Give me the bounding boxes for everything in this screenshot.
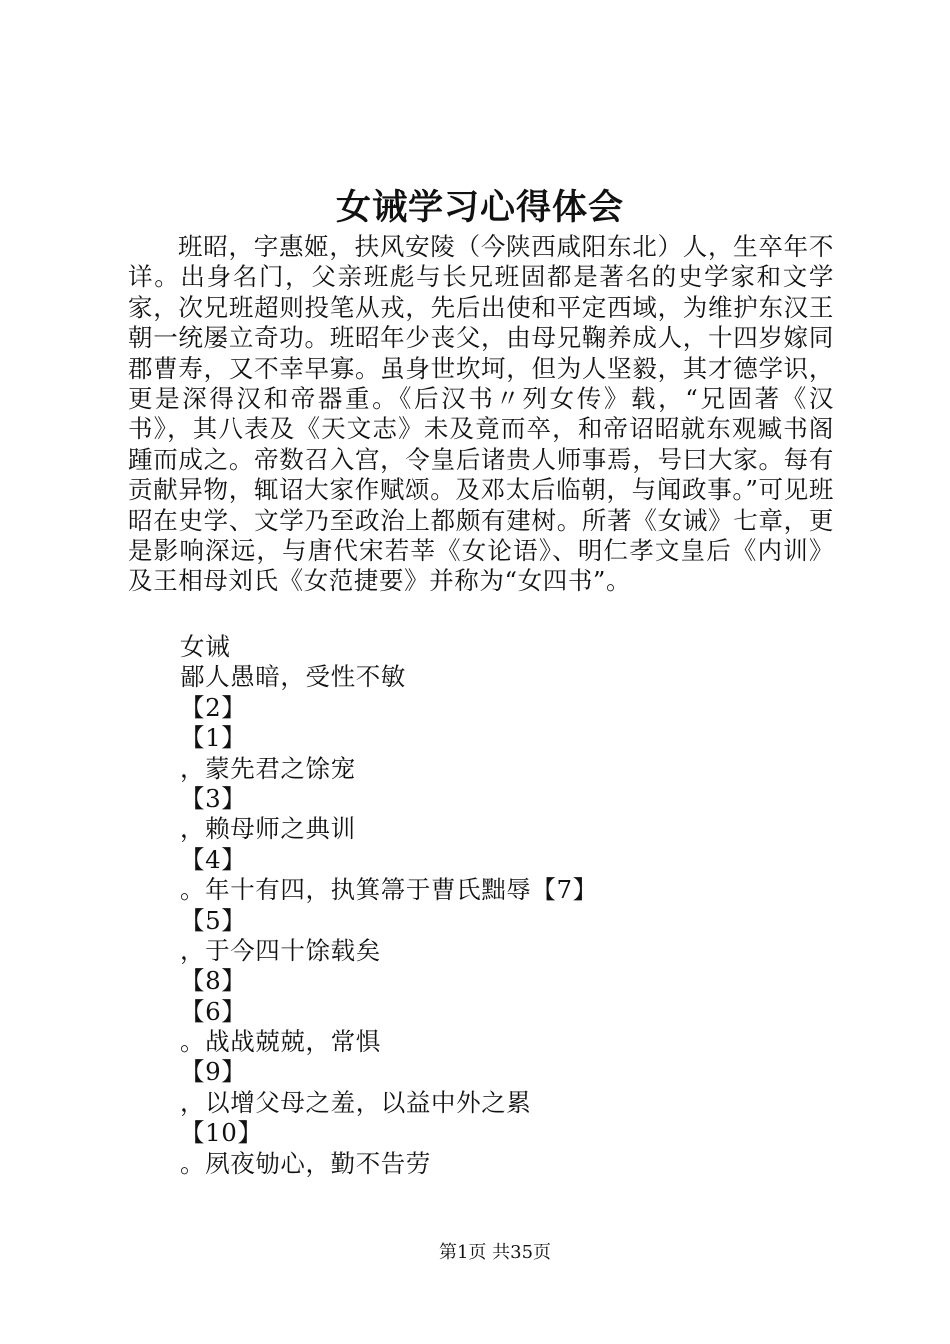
text-line: 【8】 [180,966,247,996]
intro-paragraph: 班昭，字惠姬，扶风安陵（今陕西咸阳东北）人，生卒年不详。出身名门，父亲班彪与长兄班固都是著名的史学家和文学家，次兄班超则投笔从戎，先后出使和平定西域，为维护东汉王朝一统屡立奇功。班昭年少丧父，由母兄鞠养成人，十四岁嫁同郡曹寿，又不幸早寡。虽身世坎坷，但为人坚毅，其才德学识，更是深得汉和帝器重。《后汉书〃列女传》载，“兄固著《汉书》，其八表及《天文志》未及竟而卒，和帝诏昭就东观臧书阁踵而成之。帝数召入宫，令皇后诸贵人师事焉，号曰大家。每有贡献异物，辄诏大家作赋颂。及邓太后临朝，与闻政事。”可见班昭在史学、文学乃至政治上都颇有建树。所著《女诫》七章，更是影响深远，与唐代宋若莘《女论语》、明仁孝文皇后《内训》及王相母刘氏《女范捷要》并称为“女四书”。 [128,232,834,596]
text-line: ，以增父母之羞，以益中外之累 [180,1087,532,1117]
text-line: ，蒙先君之馀宠 [180,753,356,783]
text-line: 【10】 [180,1118,263,1148]
text-line: 【4】 [180,844,247,874]
text-line: 【6】 [180,996,247,1026]
text-line: 。年十有四，执箕箒于曹氏黜辱【7】 [180,875,598,905]
document-title: 女诫学习心得体会 [335,187,624,228]
text-line: ，于今四十馀载矣 [180,935,381,965]
text-line: 女诫 [180,632,231,661]
text-line: 【5】 [180,905,247,935]
text-line: 。战战兢兢，常惧 [180,1027,381,1057]
text-line: 【1】 [180,723,247,753]
text-lines [180,632,840,1179]
text-line: 鄙人愚暗，受性不敏 [180,662,406,692]
page-footer: 第1页 共35页 [438,1242,552,1263]
text-line: ，赖母师之典训 [180,814,356,844]
text-line: 【2】 [180,692,247,722]
text-line: 。夙夜劬心，勤不告劳 [180,1148,431,1178]
text-line: 【3】 [180,783,247,813]
text-line: 【9】 [180,1057,247,1087]
